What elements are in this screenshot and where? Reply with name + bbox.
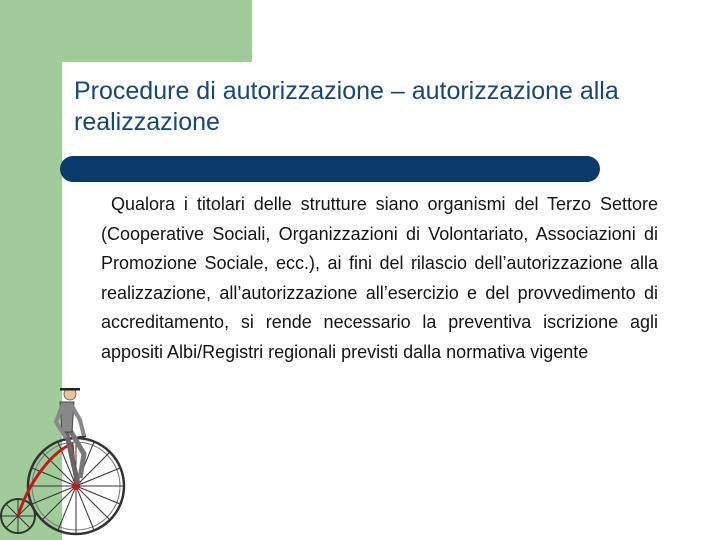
penny-farthing-cyclist-icon [0, 388, 130, 540]
green-accent-top-band [0, 0, 252, 62]
title-underline-bar [60, 156, 600, 182]
slide-title: Procedure di autorizzazione – autorizzazione alla realizzazione [74, 77, 619, 136]
slide-body-text: Qualora i titolari delle strutture siano organismi del Terzo Settore (Cooperative Sociali, Organizzazioni di Volontariato, Associazioni di Promozione Sociale, ecc.), ai fini del rilascio dell’autorizzazione alla realizzazione, all’autorizzazione all’esercizio e del provvedimento di accreditamento, si rende necessario la preventiva iscrizione agli appositi Albi/Registri regionali previsti dalla normativa vigente [101, 194, 658, 362]
